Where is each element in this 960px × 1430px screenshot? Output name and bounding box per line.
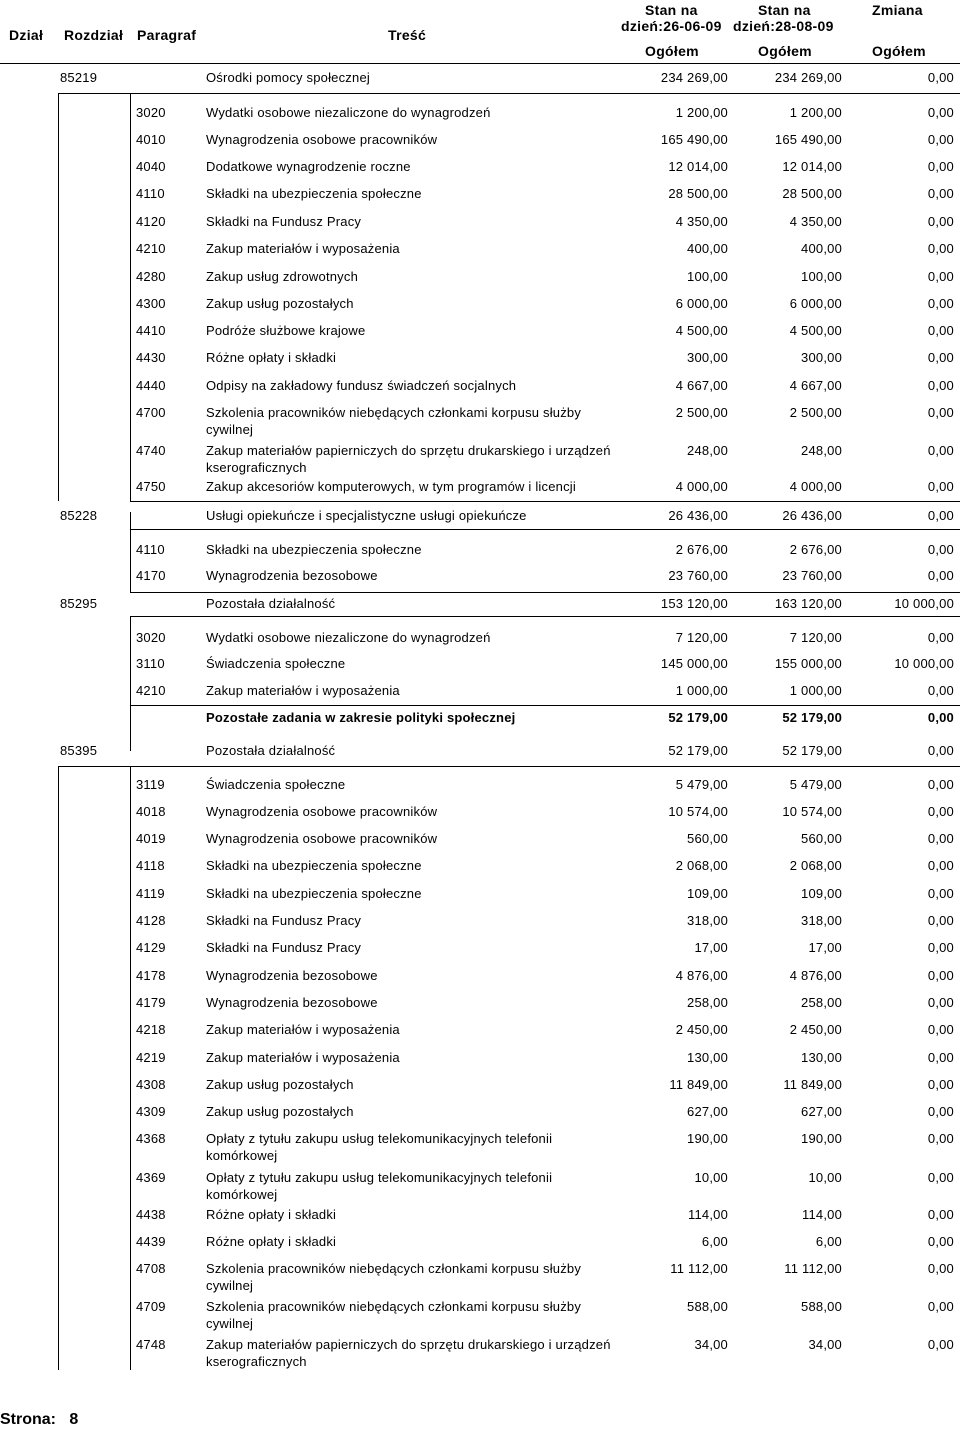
cell-description: Różne opłaty i składki [206, 1207, 337, 1222]
cell-stan-2: 2 676,00 [789, 542, 842, 557]
cell-zmiana: 0,00 [927, 214, 954, 229]
cell-paragraf: 4368 [136, 1131, 166, 1146]
cell-stan-2: 155 000,00 [774, 656, 842, 671]
cell-stan-1: 28 500,00 [668, 186, 728, 201]
cell-zmiana: 0,00 [927, 443, 954, 458]
cell-zmiana: 0,00 [927, 132, 954, 147]
cell-stan-1: 627,00 [687, 1104, 728, 1119]
cell-stan-1: 4 000,00 [675, 479, 728, 494]
cell-stan-1: 153 120,00 [660, 596, 728, 611]
cell-stan-1: 100,00 [687, 269, 728, 284]
cell-paragraf: 4218 [136, 1022, 166, 1037]
cell-stan-1: 4 667,00 [675, 378, 728, 393]
cell-zmiana: 0,00 [927, 743, 954, 758]
cell-description: Zakup akcesoriów komputerowych, w tym programów i licencji [206, 479, 576, 494]
cell-description: Wynagrodzenia osobowe pracowników [206, 804, 438, 819]
cell-paragraf: 4128 [136, 913, 166, 928]
cell-stan-1: 258,00 [687, 995, 728, 1010]
cell-paragraf: 3110 [136, 656, 165, 671]
cell-description: Wydatki osobowe niezaliczone do wynagrodzeń [206, 105, 491, 120]
cell-description: Składki na ubezpieczenia społeczne [206, 886, 422, 901]
cell-paragraf: 4219 [136, 1050, 166, 1065]
group-border-85395-inner [130, 766, 131, 1370]
cell-description: Zakup usług zdrowotnych [206, 269, 359, 284]
cell-description: Składki na ubezpieczenia społeczne [206, 186, 422, 201]
cell-paragraf: 4708 [136, 1261, 166, 1276]
cell-stan-2: 114,00 [802, 1207, 842, 1222]
cell-paragraf: 4040 [136, 159, 166, 174]
cell-paragraf: 4410 [136, 323, 166, 338]
cell-zmiana: 0,00 [927, 1131, 954, 1146]
cell-description: Pozostała działalność [206, 596, 336, 611]
cell-zmiana: 0,00 [927, 940, 954, 955]
cell-rozdzial: 85219 [60, 70, 98, 85]
footer-page-number: 8 [69, 1411, 79, 1428]
cell-stan-1: 6,00 [701, 1234, 728, 1249]
cell-description: Zakup usług pozostałych [206, 1077, 354, 1092]
cell-zmiana: 0,00 [927, 1077, 954, 1092]
header-paragraf: Paragraf [137, 27, 197, 43]
header-stan1-line1: Stan na [645, 2, 698, 18]
cell-paragraf: 4280 [136, 269, 166, 284]
cell-stan-1: 17,00 [694, 940, 728, 955]
cell-stan-2: 5 479,00 [789, 777, 842, 792]
cell-description: Opłaty z tytułu zakupu usług telekomunikacyjnych telefonii komórkowej [206, 1131, 553, 1163]
cell-zmiana: 0,00 [927, 70, 954, 85]
cell-stan-2: 190,00 [801, 1131, 842, 1146]
cell-paragraf: 4110 [136, 186, 165, 201]
cell-stan-2: 6,00 [815, 1234, 842, 1249]
cell-paragraf: 4369 [136, 1170, 166, 1185]
cell-zmiana: 0,00 [927, 378, 954, 393]
header-tresc: Treść [388, 27, 427, 43]
cell-zmiana: 0,00 [927, 296, 954, 311]
header-ogolem-2: Ogółem [758, 43, 812, 59]
cell-stan-1: 34,00 [694, 1337, 728, 1352]
cell-stan-2: 2 450,00 [789, 1022, 842, 1037]
cell-stan-2: 11 849,00 [783, 1077, 842, 1092]
cell-zmiana: 10 000,00 [894, 596, 954, 611]
cell-paragraf: 4010 [136, 132, 166, 147]
cell-stan-2: 17,00 [808, 940, 842, 955]
cell-stan-1: 165 490,00 [660, 132, 728, 147]
cell-paragraf: 4110 [136, 542, 165, 557]
cell-paragraf: 4438 [136, 1207, 166, 1222]
cell-stan-1: 2 500,00 [675, 405, 728, 420]
cell-zmiana: 0,00 [927, 1022, 954, 1037]
cell-rozdzial: 85395 [60, 743, 98, 758]
cell-zmiana: 0,00 [927, 508, 954, 523]
cell-description: Wynagrodzenia osobowe pracowników [206, 132, 438, 147]
cell-stan-2: 109,00 [801, 886, 842, 901]
header-zmiana: Zmiana [872, 2, 923, 18]
cell-stan-1: 2 450,00 [675, 1022, 728, 1037]
cell-paragraf: 4430 [136, 350, 166, 365]
cell-stan-2: 11 112,00 [784, 1261, 842, 1276]
cell-zmiana: 0,00 [927, 630, 954, 645]
cell-paragraf: 4709 [136, 1299, 166, 1314]
cell-paragraf: 4019 [136, 831, 166, 846]
group-border-85228 [130, 512, 131, 592]
group-border-85219-inner [130, 93, 131, 501]
cell-stan-2: 588,00 [801, 1299, 842, 1314]
cell-stan-1: 12 014,00 [668, 159, 728, 174]
cell-stan-2: 2 500,00 [789, 405, 842, 420]
cell-zmiana: 0,00 [927, 683, 954, 698]
cell-zmiana: 0,00 [927, 1050, 954, 1065]
cell-description: Różne opłaty i składki [206, 1234, 337, 1249]
cell-stan-2: 4 667,00 [789, 378, 842, 393]
cell-description: Szkolenia pracowników niebędących członkami korpusu służby cywilnej [206, 1261, 582, 1293]
rule-85228 [130, 529, 960, 530]
cell-stan-1: 318,00 [687, 913, 728, 928]
cell-stan-2: 258,00 [801, 995, 842, 1010]
cell-stan-1: 11 849,00 [669, 1077, 728, 1092]
cell-stan-1: 1 200,00 [675, 105, 728, 120]
cell-stan-1: 234 269,00 [660, 70, 728, 85]
cell-description: Odpisy na zakładowy fundusz świadczeń socjalnych [206, 378, 517, 393]
cell-description: Pozostała działalność [206, 743, 336, 758]
cell-zmiana: 0,00 [927, 886, 954, 901]
cell-zmiana: 0,00 [927, 995, 954, 1010]
cell-description: Ośrodki pomocy społecznej [206, 70, 370, 85]
cell-description: Zakup materiałów i wyposażenia [206, 1022, 400, 1037]
cell-stan-2: 28 500,00 [782, 186, 842, 201]
cell-stan-1: 26 436,00 [668, 508, 728, 523]
cell-stan-2: 4 350,00 [789, 214, 842, 229]
cell-stan-1: 114,00 [688, 1207, 728, 1222]
header-stan2-line1: Stan na [758, 2, 811, 18]
cell-paragraf: 4439 [136, 1234, 166, 1249]
cell-stan-1: 52 179,00 [668, 743, 728, 758]
cell-paragraf: 4750 [136, 479, 166, 494]
cell-paragraf: 4748 [136, 1337, 166, 1352]
cell-description: Składki na ubezpieczenia społeczne [206, 858, 422, 873]
cell-zmiana: 0,00 [927, 568, 954, 583]
cell-description: Zakup materiałów i wyposażenia [206, 241, 400, 256]
page-footer [0, 1410, 78, 1430]
cell-stan-1: 7 120,00 [675, 630, 728, 645]
cell-zmiana: 0,00 [927, 1261, 954, 1276]
cell-description: Zakup usług pozostałych [206, 1104, 354, 1119]
cell-zmiana: 0,00 [927, 1207, 954, 1222]
rule-end-85295 [130, 705, 960, 706]
cell-stan-2: 300,00 [801, 350, 842, 365]
cell-stan-1: 300,00 [687, 350, 728, 365]
cell-stan-2: 627,00 [801, 1104, 842, 1119]
header-stan1-line2: dzień:26-06-09 [621, 18, 722, 34]
header-divider [0, 63, 960, 64]
cell-stan-2: 10,00 [808, 1170, 842, 1185]
rule-end-85219 [130, 501, 960, 502]
cell-stan-1: 23 760,00 [668, 568, 728, 583]
cell-stan-2: 318,00 [801, 913, 842, 928]
cell-zmiana: 0,00 [927, 804, 954, 819]
cell-zmiana: 0,00 [927, 323, 954, 338]
cell-description: Składki na Fundusz Pracy [206, 214, 362, 229]
cell-paragraf: 4440 [136, 378, 166, 393]
header-stan2-line2: dzień:28-08-09 [733, 18, 834, 34]
cell-description: Szkolenia pracowników niebędących członkami korpusu służby cywilnej [206, 1299, 582, 1331]
cell-paragraf: 4309 [136, 1104, 166, 1119]
cell-stan-2: 130,00 [801, 1050, 842, 1065]
cell-stan-2: 248,00 [801, 443, 842, 458]
cell-stan-2: 165 490,00 [774, 132, 842, 147]
cell-paragraf: 3020 [136, 630, 166, 645]
cell-stan-1: 4 876,00 [675, 968, 728, 983]
cell-stan-1: 10 574,00 [668, 804, 728, 819]
cell-paragraf: 4308 [136, 1077, 166, 1092]
cell-description: Zakup materiałów papierniczych do sprzętu drukarskiego i urządzeń kserograficznych [206, 443, 611, 475]
cell-description: Dodatkowe wynagrodzenie roczne [206, 159, 411, 174]
cell-description: Różne opłaty i składki [206, 350, 337, 365]
cell-zmiana: 0,00 [927, 1234, 954, 1249]
cell-description: Podróże służbowe krajowe [206, 323, 366, 338]
cell-stan-1: 5 479,00 [675, 777, 728, 792]
cell-paragraf: 4300 [136, 296, 166, 311]
cell-description: Wynagrodzenia bezosobowe [206, 968, 378, 983]
group-border-85219 [58, 93, 59, 501]
cell-zmiana: 0,00 [927, 241, 954, 256]
cell-paragraf: 4210 [136, 241, 166, 256]
group-border-85395 [58, 766, 59, 1370]
cell-description: Opłaty z tytułu zakupu usług telekomunikacyjnych telefonii komórkowej [206, 1170, 553, 1202]
cell-description: Składki na ubezpieczenia społeczne [206, 542, 422, 557]
cell-stan-1: 130,00 [687, 1050, 728, 1065]
cell-stan-1: 560,00 [687, 831, 728, 846]
cell-paragraf: 4118 [136, 858, 165, 873]
header-dzial: Dział [9, 27, 44, 43]
header-rozdzial: Rozdział [64, 27, 124, 43]
cell-description: Świadczenia społeczne [206, 656, 346, 671]
cell-zmiana: 0,00 [927, 710, 954, 725]
cell-stan-2: 52 179,00 [782, 710, 842, 725]
cell-zmiana: 0,00 [927, 1299, 954, 1314]
cell-stan-1: 6 000,00 [675, 296, 728, 311]
rule-85295 [130, 616, 960, 617]
cell-paragraf: 4210 [136, 683, 166, 698]
cell-paragraf: 4740 [136, 443, 166, 458]
cell-stan-1: 10,00 [694, 1170, 728, 1185]
cell-zmiana: 0,00 [927, 913, 954, 928]
cell-stan-2: 2 068,00 [789, 858, 842, 873]
cell-stan-2: 26 436,00 [782, 508, 842, 523]
cell-rozdzial: 85295 [60, 596, 98, 611]
group-border-85295 [130, 616, 131, 751]
cell-stan-2: 34,00 [808, 1337, 842, 1352]
cell-stan-1: 145 000,00 [660, 656, 728, 671]
cell-description: Pozostałe zadania w zakresie polityki społecznej [206, 710, 516, 725]
cell-description: Wynagrodzenia osobowe pracowników [206, 831, 438, 846]
cell-zmiana: 0,00 [927, 350, 954, 365]
cell-description: Zakup usług pozostałych [206, 296, 354, 311]
cell-stan-2: 4 876,00 [789, 968, 842, 983]
cell-stan-2: 1 200,00 [789, 105, 842, 120]
cell-stan-2: 23 760,00 [782, 568, 842, 583]
cell-zmiana: 0,00 [927, 479, 954, 494]
cell-zmiana: 0,00 [927, 831, 954, 846]
cell-description: Wydatki osobowe niezaliczone do wynagrodzeń [206, 630, 491, 645]
cell-paragraf: 4178 [136, 968, 166, 983]
cell-stan-2: 234 269,00 [774, 70, 842, 85]
cell-zmiana: 0,00 [927, 777, 954, 792]
rule-85395 [58, 766, 960, 767]
cell-description: Zakup materiałów i wyposażenia [206, 683, 400, 698]
header-ogolem-1: Ogółem [645, 43, 699, 59]
cell-stan-1: 52 179,00 [668, 710, 728, 725]
cell-description: Zakup materiałów papierniczych do sprzętu drukarskiego i urządzeń kserograficznych [206, 1337, 611, 1369]
cell-zmiana: 10 000,00 [894, 656, 954, 671]
cell-zmiana: 0,00 [927, 1104, 954, 1119]
cell-stan-2: 7 120,00 [789, 630, 842, 645]
cell-paragraf: 4700 [136, 405, 166, 420]
cell-stan-2: 52 179,00 [782, 743, 842, 758]
cell-paragraf: 4018 [136, 804, 166, 819]
cell-description: Składki na Fundusz Pracy [206, 913, 362, 928]
cell-zmiana: 0,00 [927, 159, 954, 174]
cell-stan-2: 12 014,00 [782, 159, 842, 174]
cell-stan-1: 190,00 [687, 1131, 728, 1146]
cell-stan-1: 4 500,00 [675, 323, 728, 338]
cell-paragraf: 4170 [136, 568, 166, 583]
cell-paragraf: 4129 [136, 940, 166, 955]
rule-end-85228 [130, 592, 960, 593]
cell-stan-1: 588,00 [687, 1299, 728, 1314]
cell-stan-2: 10 574,00 [782, 804, 842, 819]
cell-description: Wynagrodzenia bezosobowe [206, 568, 378, 583]
cell-rozdzial: 85228 [60, 508, 98, 523]
footer-label: Strona: [0, 1411, 56, 1428]
cell-zmiana: 0,00 [927, 968, 954, 983]
cell-description: Składki na Fundusz Pracy [206, 940, 362, 955]
cell-paragraf: 4179 [136, 995, 166, 1010]
cell-stan-2: 163 120,00 [774, 596, 842, 611]
cell-stan-1: 109,00 [687, 886, 728, 901]
cell-zmiana: 0,00 [927, 105, 954, 120]
cell-paragraf: 4120 [136, 214, 166, 229]
cell-zmiana: 0,00 [927, 405, 954, 420]
cell-paragraf: 4119 [136, 886, 165, 901]
cell-description: Świadczenia społeczne [206, 777, 346, 792]
cell-description: Szkolenia pracowników niebędących członkami korpusu służby cywilnej [206, 405, 582, 437]
cell-zmiana: 0,00 [927, 1337, 954, 1352]
cell-zmiana: 0,00 [927, 1170, 954, 1185]
cell-paragraf: 3119 [136, 777, 165, 792]
rule-85219 [58, 93, 960, 94]
cell-stan-2: 4 500,00 [789, 323, 842, 338]
cell-description: Usługi opiekuńcze i specjalistyczne usługi opiekuńcze [206, 508, 527, 523]
cell-description: Zakup materiałów i wyposażenia [206, 1050, 400, 1065]
header-ogolem-3: Ogółem [872, 43, 926, 59]
cell-zmiana: 0,00 [927, 542, 954, 557]
cell-paragraf: 3020 [136, 105, 166, 120]
cell-stan-1: 2 068,00 [675, 858, 728, 873]
cell-stan-2: 4 000,00 [789, 479, 842, 494]
cell-stan-1: 11 112,00 [670, 1261, 728, 1276]
cell-zmiana: 0,00 [927, 858, 954, 873]
cell-description: Wynagrodzenia bezosobowe [206, 995, 378, 1010]
cell-stan-2: 400,00 [801, 241, 842, 256]
cell-stan-2: 560,00 [801, 831, 842, 846]
cell-zmiana: 0,00 [927, 186, 954, 201]
cell-stan-1: 1 000,00 [675, 683, 728, 698]
cell-stan-2: 100,00 [801, 269, 842, 284]
cell-stan-2: 1 000,00 [789, 683, 842, 698]
cell-stan-2: 6 000,00 [789, 296, 842, 311]
cell-zmiana: 0,00 [927, 269, 954, 284]
cell-stan-1: 400,00 [687, 241, 728, 256]
cell-stan-1: 248,00 [687, 443, 728, 458]
cell-stan-1: 2 676,00 [675, 542, 728, 557]
cell-stan-1: 4 350,00 [675, 214, 728, 229]
